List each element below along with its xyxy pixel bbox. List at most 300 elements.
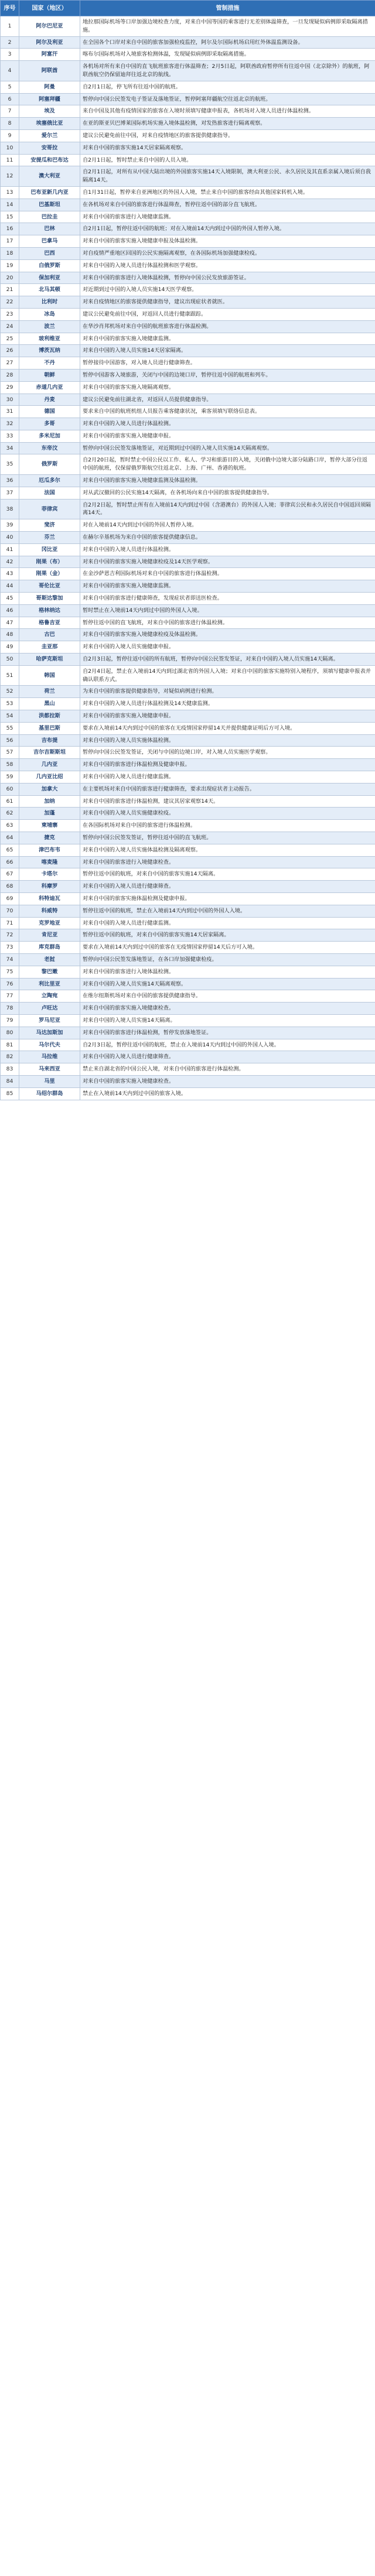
row-index: 81 <box>1 1039 19 1051</box>
row-index: 61 <box>1 795 19 808</box>
row-measure: 对来自中国的入境人员实施14天居家隔离。 <box>80 345 375 357</box>
table-row <box>1 532 375 544</box>
row-index: 79 <box>1 1014 19 1027</box>
table-row <box>1 454 375 475</box>
row-measure: 建议公民避免前往中国，对返回人员进行健康跟踪。 <box>80 308 375 320</box>
row-measure: 在金沙萨恩吉利国际机场对来自中国的旅客进行体温检测。 <box>80 568 375 580</box>
measures-table <box>0 0 375 1100</box>
row-country: 老挝 <box>19 953 80 966</box>
table-row <box>1 223 375 235</box>
row-index: 77 <box>1 990 19 1003</box>
table-row <box>1 978 375 990</box>
table-row <box>1 759 375 771</box>
table-row <box>1 81 375 93</box>
row-country: 科特迪瓦 <box>19 892 80 905</box>
table-row <box>1 357 375 370</box>
row-country: 阿联酋 <box>19 61 80 81</box>
table-row <box>1 593 375 605</box>
row-measure: 在华沙肖邦机场对来自中国的航班旅客进行体温检测。 <box>80 320 375 333</box>
row-measure: 对来自中国的旅客进行入境健康检查。 <box>80 856 375 868</box>
table-row <box>1 320 375 333</box>
table-row <box>1 990 375 1003</box>
row-country: 埃及 <box>19 105 80 118</box>
table-row <box>1 1014 375 1027</box>
row-index: 47 <box>1 617 19 629</box>
table-header <box>1 1 375 16</box>
row-country: 安哥拉 <box>19 142 80 154</box>
table-row <box>1 1051 375 1063</box>
table-row <box>1 710 375 723</box>
row-measure: 暂停向中国公民签发落地签证，在各口岸加强健康检疫。 <box>80 953 375 966</box>
row-index: 48 <box>1 629 19 641</box>
row-index: 56 <box>1 734 19 747</box>
row-measure: 暂停向中国公民签发签证，关闭与中国的边境口岸，对入境人员实施医学观察。 <box>80 747 375 759</box>
row-country: 厄瓜多尔 <box>19 475 80 487</box>
row-index: 1 <box>1 16 19 37</box>
row-country: 刚果（金） <box>19 568 80 580</box>
row-measure: 对来自中国的入境人员实施健康申报。 <box>80 641 375 654</box>
row-measure: 对来自中国的旅客实施入境健康检查。 <box>80 1003 375 1015</box>
table-row <box>1 369 375 381</box>
table-row <box>1 1039 375 1051</box>
row-measure: 对来自中国的旅客实施体温检测及健康申报。 <box>80 892 375 905</box>
row-index: 40 <box>1 532 19 544</box>
table-row <box>1 333 375 345</box>
row-measure: 对来自中国的旅客进行入境健康监测。 <box>80 211 375 223</box>
table-row <box>1 881 375 893</box>
row-country: 博茨瓦纳 <box>19 345 80 357</box>
row-index: 70 <box>1 905 19 917</box>
table-row <box>1 118 375 130</box>
row-country: 加拿大 <box>19 783 80 795</box>
row-country: 安提瓜和巴布达 <box>19 154 80 166</box>
row-measure: 对来自中国的旅客实施入境健康申报。 <box>80 430 375 442</box>
row-measure: 对来自疫情地区的旅客提供健康指导，建议出现症状者就医。 <box>80 296 375 309</box>
row-measure: 在维尔纽斯机场对来自中国的旅客提供健康指导。 <box>80 990 375 1003</box>
row-country: 古巴 <box>19 629 80 641</box>
row-index: 34 <box>1 442 19 454</box>
table-row <box>1 499 375 519</box>
row-index: 66 <box>1 856 19 868</box>
row-index: 4 <box>1 61 19 81</box>
table-row <box>1 556 375 568</box>
row-index: 19 <box>1 259 19 272</box>
row-country: 玻利维亚 <box>19 333 80 345</box>
header-index: 序号 <box>1 1 19 16</box>
row-index: 78 <box>1 1003 19 1015</box>
row-index: 35 <box>1 454 19 475</box>
table-row <box>1 820 375 832</box>
row-measure: 对来自中国的旅客进行健康筛查，发现症状者即送医检查。 <box>80 593 375 605</box>
row-index: 29 <box>1 381 19 394</box>
row-measure: 在各国际机场对来自中国的旅客进行体温检测。 <box>80 820 375 832</box>
row-index: 71 <box>1 917 19 929</box>
row-index: 13 <box>1 186 19 199</box>
row-measure: 对来自中国的旅客实施入境健康监测及体温检测。 <box>80 475 375 487</box>
row-index: 84 <box>1 1075 19 1087</box>
row-index: 30 <box>1 394 19 406</box>
row-measure: 暂停向中国公民签发签证，暂停往返中国的直飞航班。 <box>80 832 375 844</box>
row-index: 39 <box>1 519 19 532</box>
row-index: 62 <box>1 808 19 820</box>
table-row <box>1 442 375 454</box>
row-measure: 自2月3日起，暂停往返中国的航班，禁止在入境前14天内到过中国的外国人入境。 <box>80 1039 375 1051</box>
row-index: 31 <box>1 406 19 418</box>
row-index: 46 <box>1 604 19 617</box>
table-row <box>1 617 375 629</box>
row-country: 东帝汶 <box>19 442 80 454</box>
row-measure: 对来自中国的旅客实施入境健康检疫及14天医学观察。 <box>80 556 375 568</box>
row-country: 斐济 <box>19 519 80 532</box>
row-index: 54 <box>1 710 19 723</box>
row-country: 马里 <box>19 1075 80 1087</box>
row-country: 巴拿马 <box>19 235 80 248</box>
row-measure: 对来自中国的入境人员进行体温检测。 <box>80 418 375 430</box>
row-country: 格鲁吉亚 <box>19 617 80 629</box>
row-country: 哥伦比亚 <box>19 580 80 593</box>
row-index: 22 <box>1 296 19 309</box>
row-index: 18 <box>1 247 19 259</box>
table-row <box>1 966 375 978</box>
row-measure: 对来自中国的入境人员进行体温检测及14天健康监测。 <box>80 698 375 710</box>
row-index: 12 <box>1 166 19 187</box>
row-country: 法国 <box>19 487 80 499</box>
row-country: 马尔代夫 <box>19 1039 80 1051</box>
row-measure: 自2月20日起，暂时禁止中国公民以工作、私人、学习和旅游目的入境，关闭俄中边境大部分陆路口岸，暂停大部分往返中国的航班，仅保留俄罗斯航空往返北京、上海、广州、香港的航班。 <box>80 454 375 475</box>
row-index: 14 <box>1 199 19 211</box>
row-country: 波兰 <box>19 320 80 333</box>
row-measure: 在主要机场对来自中国的旅客进行健康筛查，要求出现症状者主动报告。 <box>80 783 375 795</box>
row-measure: 在亚的斯亚贝巴博莱国际机场实施入境体温检测，对发热旅客进行隔离观察。 <box>80 118 375 130</box>
row-measure: 自2月3日起，暂停往返中国的所有航班，暂停向中国公民签发签证，对来自中国的入境人员实施14天隔离。 <box>80 654 375 666</box>
row-measure: 对来自中国的入境人员进行健康监测。 <box>80 771 375 784</box>
row-index: 75 <box>1 966 19 978</box>
row-country: 埃塞俄比亚 <box>19 118 80 130</box>
row-country: 多哥 <box>19 418 80 430</box>
row-measure: 在全国各个口岸对来自中国的旅客加强检疫监控，阿尔及尔国际机场启用红外体温监测设备。 <box>80 36 375 49</box>
row-index: 59 <box>1 771 19 784</box>
row-country: 吉布提 <box>19 734 80 747</box>
row-measure: 自2月1日起，暂时禁止来自中国的人员入境。 <box>80 154 375 166</box>
row-index: 15 <box>1 211 19 223</box>
table-row <box>1 543 375 556</box>
row-country: 比利时 <box>19 296 80 309</box>
row-country: 白俄罗斯 <box>19 259 80 272</box>
row-measure: 对近期到过中国的入境人员实施14天医学观察。 <box>80 284 375 296</box>
row-country: 朝鲜 <box>19 369 80 381</box>
table-row <box>1 284 375 296</box>
row-index: 27 <box>1 357 19 370</box>
row-country: 克罗地亚 <box>19 917 80 929</box>
row-index: 67 <box>1 868 19 881</box>
table-body <box>1 16 375 1100</box>
row-index: 58 <box>1 759 19 771</box>
row-index: 82 <box>1 1051 19 1063</box>
row-country: 几内亚 <box>19 759 80 771</box>
row-measure: 对从武汉撤回的公民实施14天隔离，在各机场向来自中国的旅客提供健康指导。 <box>80 487 375 499</box>
table-row <box>1 1075 375 1087</box>
row-country: 黎巴嫩 <box>19 966 80 978</box>
row-measure: 对来自中国的旅客实施入境健康监测。 <box>80 333 375 345</box>
row-country: 库克群岛 <box>19 942 80 954</box>
row-country: 哥斯达黎加 <box>19 593 80 605</box>
row-country: 芬兰 <box>19 532 80 544</box>
table-row <box>1 844 375 856</box>
row-index: 24 <box>1 320 19 333</box>
row-index: 83 <box>1 1063 19 1076</box>
table-row <box>1 199 375 211</box>
row-country: 利比里亚 <box>19 978 80 990</box>
table-row <box>1 381 375 394</box>
table-row <box>1 345 375 357</box>
table-row <box>1 580 375 593</box>
row-index: 73 <box>1 942 19 954</box>
row-index: 23 <box>1 308 19 320</box>
row-measure: 地拉那国际机场等口岸加强边境检查力度，对来自中国等国的乘客进行无差别体温筛查，一旦发现疑似病例即采取隔离措施。 <box>80 16 375 37</box>
table-row <box>1 892 375 905</box>
table-row <box>1 93 375 105</box>
table-row <box>1 272 375 284</box>
row-index: 72 <box>1 929 19 942</box>
row-country: 韩国 <box>19 665 80 686</box>
row-country: 洪都拉斯 <box>19 710 80 723</box>
row-country: 喀麦隆 <box>19 856 80 868</box>
row-index: 55 <box>1 722 19 734</box>
table-row <box>1 308 375 320</box>
table-row <box>1 394 375 406</box>
row-measure: 对来自中国的旅客实施入境健康申报。 <box>80 710 375 723</box>
row-index: 25 <box>1 333 19 345</box>
table-row <box>1 771 375 784</box>
row-index: 11 <box>1 154 19 166</box>
table-row <box>1 783 375 795</box>
row-index: 26 <box>1 345 19 357</box>
row-country: 马来西亚 <box>19 1063 80 1076</box>
row-country: 罗马尼亚 <box>19 1014 80 1027</box>
table-row <box>1 154 375 166</box>
table-row <box>1 568 375 580</box>
table-row <box>1 211 375 223</box>
table-row <box>1 487 375 499</box>
row-index: 8 <box>1 118 19 130</box>
row-measure: 自2月4日起，禁止在入境前14天内到过湖北省的外国人入境；对来自中国的旅客实施特别入境程序，须填写健康申报表并确认联系方式。 <box>80 665 375 686</box>
table-row <box>1 129 375 142</box>
row-measure: 对来自中国的旅客实施14天居家隔离观察。 <box>80 142 375 154</box>
row-country: 基里巴斯 <box>19 722 80 734</box>
table-row <box>1 259 375 272</box>
row-measure: 对来自中国的入境人员实施14天隔离观察。 <box>80 978 375 990</box>
row-country: 哈萨克斯坦 <box>19 654 80 666</box>
row-measure: 要求来自中国的航班机组人员报告乘客健康状况，乘客须填写联络信息表。 <box>80 406 375 418</box>
row-country: 捷克 <box>19 832 80 844</box>
row-country: 巴林 <box>19 223 80 235</box>
row-country: 阿富汗 <box>19 49 80 61</box>
row-country: 立陶宛 <box>19 990 80 1003</box>
row-measure: 对来自中国的旅客进行体温检测，暂停发放落地签证。 <box>80 1027 375 1039</box>
row-measure: 自2月1日起，暂停往返中国的航班；对在入境前14天内到过中国的外国人暂停入境。 <box>80 223 375 235</box>
row-index: 32 <box>1 418 19 430</box>
table-row <box>1 235 375 248</box>
row-measure: 喀布尔国际机场对入境旅客检测体温，发现疑似病例即采取隔离措施。 <box>80 49 375 61</box>
row-country: 卢旺达 <box>19 1003 80 1015</box>
row-measure: 暂停中国游客入境旅游，关闭与中国的边境口岸，暂停往返中国的航班和列车。 <box>80 369 375 381</box>
header-country: 国家（地区） <box>19 1 80 16</box>
table-row <box>1 1063 375 1076</box>
row-index: 69 <box>1 892 19 905</box>
row-country: 德国 <box>19 406 80 418</box>
row-index: 3 <box>1 49 19 61</box>
table-row <box>1 722 375 734</box>
row-index: 45 <box>1 593 19 605</box>
row-index: 74 <box>1 953 19 966</box>
row-index: 7 <box>1 105 19 118</box>
table-row <box>1 475 375 487</box>
row-measure: 对来自中国的入境人员实施健康检疫。 <box>80 808 375 820</box>
table-row <box>1 665 375 686</box>
row-country: 津巴布韦 <box>19 844 80 856</box>
row-measure: 暂时禁止在入境前14天内到过中国的外国人入境。 <box>80 604 375 617</box>
row-index: 2 <box>1 36 19 49</box>
row-measure: 禁止在入境前14天内到过中国的旅客入境。 <box>80 1087 375 1100</box>
row-measure: 对来自中国的入境人员进行体温检测。 <box>80 543 375 556</box>
row-country: 保加利亚 <box>19 272 80 284</box>
row-country: 卡塔尔 <box>19 868 80 881</box>
row-country: 刚果（布） <box>19 556 80 568</box>
table-row <box>1 49 375 61</box>
table-row <box>1 942 375 954</box>
row-index: 5 <box>1 81 19 93</box>
row-index: 50 <box>1 654 19 666</box>
row-country: 澳大利亚 <box>19 166 80 187</box>
row-index: 52 <box>1 686 19 698</box>
row-measure: 对来自中国的旅客进行体温检测，建议其居家观察14天。 <box>80 795 375 808</box>
row-measure: 自2月1日起，对所有从中国大陆出境的外国旅客实施14天入境限制，澳大利亚公民、永久居民及其直系亲属入境后须自我隔离14天。 <box>80 166 375 187</box>
row-measure: 对来自中国的入境人员进行健康筛查。 <box>80 881 375 893</box>
table-row <box>1 36 375 49</box>
row-index: 21 <box>1 284 19 296</box>
row-measure: 自2月1日起，停飞所有往返中国的航班。 <box>80 81 375 93</box>
row-index: 85 <box>1 1087 19 1100</box>
table-row <box>1 734 375 747</box>
row-measure: 各机场对所有来自中国的直飞航班旅客进行体温筛查；2月5日起，阿联酋政府暂停所有往返中国（北京除外）的航班，阿联酋航空仍保留迪拜往返北京的航线。 <box>80 61 375 81</box>
row-measure: 对来自中国的旅客进行入境体温检测，暂停向中国公民发放旅游签证。 <box>80 272 375 284</box>
table-row <box>1 698 375 710</box>
row-index: 76 <box>1 978 19 990</box>
table-row <box>1 296 375 309</box>
table-row <box>1 166 375 187</box>
row-measure: 自2月2日起，暂时禁止所有在入境前14天内到过中国（含港澳台）的外国人入境；菲律宾公民和永久居民自中国返回须隔离14天。 <box>80 499 375 519</box>
row-country: 阿尔巴尼亚 <box>19 16 80 37</box>
row-index: 16 <box>1 223 19 235</box>
table-row <box>1 917 375 929</box>
row-index: 17 <box>1 235 19 248</box>
row-country: 格林纳达 <box>19 604 80 617</box>
row-index: 63 <box>1 820 19 832</box>
table-row <box>1 629 375 641</box>
table-row <box>1 61 375 81</box>
table-row <box>1 929 375 942</box>
row-country: 冰岛 <box>19 308 80 320</box>
row-index: 64 <box>1 832 19 844</box>
table-row <box>1 430 375 442</box>
row-index: 42 <box>1 556 19 568</box>
row-measure: 对来自中国的旅客进行体温检测及健康申报。 <box>80 759 375 771</box>
row-country: 科威特 <box>19 905 80 917</box>
row-country: 巴拉圭 <box>19 211 80 223</box>
row-country: 几内亚比绍 <box>19 771 80 784</box>
row-index: 80 <box>1 1027 19 1039</box>
row-index: 6 <box>1 93 19 105</box>
row-country: 赤道几内亚 <box>19 381 80 394</box>
row-index: 41 <box>1 543 19 556</box>
row-measure: 对来自中国的旅客实施入境隔离观察。 <box>80 381 375 394</box>
row-measure: 建议公民避免前往湖北省，对返回人员提供健康指导。 <box>80 394 375 406</box>
row-country: 巴布亚新几内亚 <box>19 186 80 199</box>
row-country: 不丹 <box>19 357 80 370</box>
row-country: 加蓬 <box>19 808 80 820</box>
row-index: 37 <box>1 487 19 499</box>
row-measure: 对来自中国的旅客实施入境健康检查。 <box>80 1075 375 1087</box>
row-country: 俄罗斯 <box>19 454 80 475</box>
row-country: 马绍尔群岛 <box>19 1087 80 1100</box>
row-measure: 对来自中国的入境人员进行体温检测和医学观察。 <box>80 259 375 272</box>
row-measure: 暂停往返中国的航班，对来自中国的旅客实施14天隔离。 <box>80 868 375 881</box>
row-measure: 对来自中国的入境人员进行健康监测。 <box>80 917 375 929</box>
table-row <box>1 953 375 966</box>
row-country: 马拉维 <box>19 1051 80 1063</box>
row-country: 肯尼亚 <box>19 929 80 942</box>
row-index: 60 <box>1 783 19 795</box>
row-measure: 暂停向中国公民签发落地签证，对近期到过中国的入境人员实施14天隔离观察。 <box>80 442 375 454</box>
table-row <box>1 686 375 698</box>
row-measure: 对来自中国的旅客实施入境健康监测。 <box>80 580 375 593</box>
header-row <box>1 1 375 16</box>
row-measure: 在各机场对来自中国的旅客进行体温筛查，暂停往返中国的部分直飞航班。 <box>80 199 375 211</box>
row-country: 荷兰 <box>19 686 80 698</box>
row-measure: 对来自中国的旅客进行入境体温检测。 <box>80 966 375 978</box>
row-country: 丹麦 <box>19 394 80 406</box>
table-row <box>1 105 375 118</box>
row-measure: 对来自中国的入境人员进行健康筛查。 <box>80 1051 375 1063</box>
table-row <box>1 641 375 654</box>
table-row <box>1 519 375 532</box>
row-country: 阿曼 <box>19 81 80 93</box>
row-index: 10 <box>1 142 19 154</box>
row-measure: 为来自中国的旅客提供健康指导，对疑似病例进行检测。 <box>80 686 375 698</box>
row-index: 38 <box>1 499 19 519</box>
row-measure: 暂停接待中国游客，对入境人员进行健康筛查。 <box>80 357 375 370</box>
row-index: 43 <box>1 568 19 580</box>
table-row <box>1 16 375 37</box>
row-index: 68 <box>1 881 19 893</box>
table-row <box>1 654 375 666</box>
row-measure: 来自中国及其他有疫情国家的旅客在入境时须填写健康申报表，各机场对入境人员进行体温检测。 <box>80 105 375 118</box>
row-country: 北马其顿 <box>19 284 80 296</box>
row-country: 爱尔兰 <box>19 129 80 142</box>
row-country: 黑山 <box>19 698 80 710</box>
table-row <box>1 1087 375 1100</box>
row-measure: 对来自中国的入境人员实施体温检测及隔离观察。 <box>80 844 375 856</box>
table-row <box>1 406 375 418</box>
table-row <box>1 247 375 259</box>
row-country: 巴西 <box>19 247 80 259</box>
table-row <box>1 604 375 617</box>
row-country: 阿尔及利亚 <box>19 36 80 49</box>
row-index: 44 <box>1 580 19 593</box>
table-row <box>1 795 375 808</box>
table-row <box>1 856 375 868</box>
table-row <box>1 186 375 199</box>
